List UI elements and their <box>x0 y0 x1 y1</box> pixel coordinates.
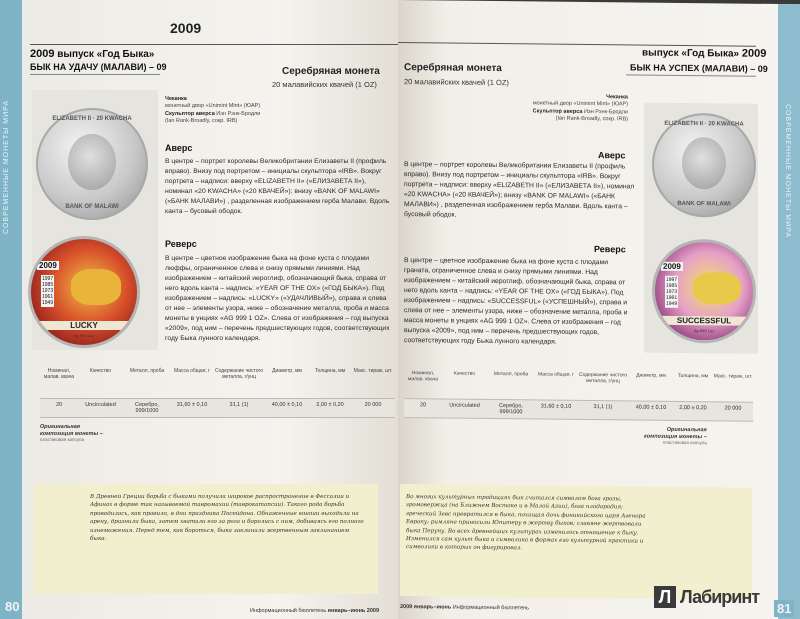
left-coin-obverse <box>36 108 148 220</box>
left-spec-header-cell: Масса общая, г <box>173 368 211 374</box>
left-page-number: 80 <box>2 598 22 615</box>
left-logo-line2: композиция монеты – <box>40 430 103 437</box>
right-footer-bold: 2009 январь–июнь <box>400 604 452 611</box>
right-footer-text: Информационный бюллетень <box>452 604 530 612</box>
left-side-tab <box>0 0 22 619</box>
right-spec-header-cell: Качество <box>453 370 476 377</box>
left-year-big: 2009 <box>170 20 202 36</box>
left-coin-reverse-word: LUCKY <box>31 321 137 330</box>
left-coin-obverse-bottom-text: BANK OF MALAWI <box>65 204 119 210</box>
right-coin-reverse-word: SUCCESSFUL <box>655 316 753 326</box>
left-spec-header-cell: Макс. тираж, шт. <box>353 368 393 374</box>
left-spec-cell: 40,00 ± 0,10 <box>271 402 303 408</box>
queen-portrait-icon <box>68 134 116 190</box>
left-coin-reverse-spec: Ag 999 1oz <box>73 333 95 338</box>
right-header-year: 2009 <box>741 47 767 60</box>
right-spec-cell: Uncirculated <box>449 402 480 409</box>
left-spec-cell: Серебро, 999/1000 <box>135 402 159 414</box>
right-logo-line2: композиция монеты – <box>644 433 707 440</box>
right-side-tab-text: СОВРЕМЕННЫЕ МОНЕТЫ МИРА <box>784 104 791 239</box>
right-coin-reverse <box>652 239 756 344</box>
left-coin-type: Серебряная монета <box>282 66 380 77</box>
right-spec-cell: 40,00 ± 0,10 <box>635 404 667 411</box>
right-page <box>398 0 800 619</box>
left-header-rule <box>30 74 160 75</box>
left-coin-reverse-year: 2009 <box>39 261 57 270</box>
right-spec-header-cell: Номинал, малав. квача <box>407 370 439 383</box>
right-coin-obverse-top-text: ELIZABETH II · 20 KWACHA <box>664 120 744 128</box>
left-spec-header-cell: Толщина, мм <box>314 368 346 374</box>
right-spec-header-cell: Металл, проба <box>493 371 529 378</box>
left-footer <box>250 608 379 614</box>
left-coin-denom: 20 малавийских квачей (1 OZ) <box>272 80 377 89</box>
right-footer <box>400 604 529 611</box>
left-capsule-logo <box>40 424 103 443</box>
left-footer-bold: январь–июнь 2009 <box>327 608 380 614</box>
left-sculptor-label: Скульптор аверса <box>165 110 215 117</box>
left-spec-cell: 20 000 <box>364 402 382 408</box>
left-coin-reverse <box>28 236 140 348</box>
left-spec-cell: Uncirculated <box>85 402 116 408</box>
right-side-tab <box>778 4 800 619</box>
right-header-sub: БЫК НА УСПЕХ (МАЛАВИ) – 09 <box>630 62 768 74</box>
labirint-logo-icon: Л <box>654 586 676 608</box>
right-header-rule <box>626 74 756 76</box>
right-spec-cell: 31,60 ± 0,10 <box>540 403 572 410</box>
right-reverse-text: В центре – цветное изображение быка на фоне куста с плодами граната, ограниченное слева и снизу прямыми линиями. Над изображением – китайский иероглиф, обозначающий быка, справа от него вдоль канта – надпись: «YEAR OF THE OX» («ГОД БЫКА»). Под изображением – надпись: «SUCCESSFUL» («УСПЕШНЫЙ»), справа и слева от нее – элементы узора, ниже – обозначение металла, проба и масса монеты в унциях «AG 999 1 OZ». Слева от изображения – год выпуска «2009», под ним – перечень предшествующих годов, соответствующих году Быка лунного календаря. <box>404 257 628 347</box>
left-note-text: В Древней Греции борьба с быками получила широкое распространение в Фессалии и Афинах в форме так называемой тавромахии (таврокатапсии). Такого рода борьба проводилась, как правило, в дни праздника Посейдона. Обнаженные юноши выходили на арену, дразнили быка, затем хватали его за рога и боролись с ним, добиваясь его полного изнеможения. Перед тем, как бороться, быка заклинали жертвенным заклинанием быка. <box>90 494 364 542</box>
left-top-rule <box>30 44 402 45</box>
right-obverse-heading: Аверс <box>598 150 626 161</box>
right-sculptor-label: Скульптор аверса <box>532 108 583 115</box>
left-coin-obverse-top-text: ELIZABETH II · 20 KWACHA <box>52 116 132 122</box>
right-coin-type: Серебряная монета <box>404 62 502 75</box>
right-coin-denom: 20 малавийских квачей (1 OZ) <box>404 77 509 88</box>
left-header-sub: БЫК НА УДАЧУ (МАЛАВИ) – 09 <box>30 62 167 72</box>
left-mint-label: Чеканка <box>165 96 187 102</box>
right-spec-row <box>404 398 753 422</box>
right-coin-obverse <box>652 113 756 218</box>
right-coin-reverse-years: 1997 1985 1973 1961 1949 <box>666 276 678 307</box>
left-reverse-heading: Реверс <box>165 239 197 249</box>
right-spec-table <box>404 370 754 424</box>
left-header-issue: выпуск «Год Быка» <box>57 49 155 60</box>
right-mint-block <box>508 93 628 124</box>
left-spec-cell: 2,00 ± 0,20 <box>316 402 344 408</box>
right-spec-cell: 2,00 ± 0,20 <box>679 404 707 412</box>
right-page-number: 81 <box>774 600 794 617</box>
right-logo-line1: Оригинальная <box>666 426 707 434</box>
right-obverse-text: В центре – портрет королевы Великобритании Елизаветы II (профиль вправо). Внизу под портретом – инициалы скульптора «IRB». Вокруг портрета – надписи: вверху «ELIZABETH II» («ЕЛИЗАВЕТА II»), номинал «20 KWACHA» («20 КВАЧЕЙ»); внизу «BANK OF MALAWI» («БАНК МАЛАВИ») , разделенная изображением герба Малави. Вдоль канта – бусовый ободок. <box>404 161 635 219</box>
left-spec-header-cell: Металл, проба <box>129 368 165 374</box>
ox-icon <box>693 272 741 305</box>
right-logo-sub: пластиковая капсула <box>662 439 707 446</box>
left-mint-value: монетный двор «Unimint Mint» (ЮАР) <box>165 103 261 110</box>
right-spec-cell: 31,1 (1) <box>593 404 613 411</box>
left-spec-header-cell: Содержание чистого металла, г/унц <box>214 368 264 380</box>
left-obverse-text: В центре – портрет королевы Великобритании Елизаветы II (профиль вправо). Внизу под портретом – инициалы скульптора «IRB». Вокруг портрета – надписи: вверху «ELIZABETH II» («ЕЛИЗАВЕТА II»), номинал «20 KWACHA» («20 КВАЧЕЙ»); внизу «BANK OF MALAWI» («БАНК МАЛАВИ») , разделенная изображением герба Малави. Вдоль канта – бусовый ободок. <box>165 158 390 216</box>
right-top-rule <box>398 42 756 47</box>
left-mint-block <box>165 96 345 126</box>
left-spec-header <box>40 368 395 380</box>
right-coin-reverse-year: 2009 <box>663 261 681 271</box>
left-spec-header-cell: Качество <box>89 368 112 374</box>
left-spec-row <box>40 398 395 418</box>
left-footer-text: Информационный бюллетень <box>250 608 327 614</box>
right-coin-obverse-bottom-text: BANK OF MALAWI <box>677 200 731 208</box>
left-reverse-text: В центре – цветное изображение быка на фоне куста с плодами люффы, ограниченное слева и снизу прямыми линиями. Над изображением – китайский иероглиф, обозначающий быка, справа от него вдоль канта – надпись: «YEAR OF THE OX» («ГОД БЫКА»). Под изображением – надпись: «LUCKY» («УДАЧЛИВЫЙ»), справа и слева от нее – элементы узора, ниже – обозначение металла, проба и масса монеты в унциях «AG 999 1 OZ». Слева от изображения – год выпуска «2009», под ним – перечень предшествующих годов, соответствующих году Быка лунного календаря. <box>165 255 390 343</box>
right-reverse-heading: Реверс <box>594 244 626 255</box>
left-spec-table <box>40 368 395 418</box>
right-spec-header-cell: Масса общая, г <box>537 371 575 378</box>
left-obverse-heading: Аверс <box>165 143 193 153</box>
left-sculptor-note: (Ian Rank-Broadly, сокр. IRB) <box>165 118 238 125</box>
right-sculptor-note: (Ian Rank-Broadly, сокр. IRB) <box>555 115 628 123</box>
right-mint-label: Чеканка <box>606 94 628 101</box>
left-spec-header-cell: Номинал, малав. квача <box>43 368 75 380</box>
left-logo-sub: пластиковая капсула <box>40 437 84 443</box>
left-spec-cell: 31,1 (1) <box>229 402 249 408</box>
right-spec-cell: 20 <box>419 402 427 409</box>
labirint-watermark: Лабиринт <box>680 587 760 607</box>
left-spec-cell: 20 <box>55 402 63 408</box>
right-header-title <box>642 47 766 60</box>
right-note-text: Во многих культурных традициях бык считался символом бога грозы, громовержца (на Ближнем Востоке и в Малой Азии), бога плодородия; греческий Зевс превратился в быка, похищая дочь финикийского царя Агенора Европу; римляне приносили Юпитеру в жертву быков; славяне жертвовали быка Перуну. Во всех древнейших культурах изменилось отношение к быку. Изменился сам культ быка и символика в формах его культурной практики и символики в которых он фигурировал. <box>406 494 646 552</box>
right-coin-reverse-spec: Ag 999 1oz <box>693 328 715 334</box>
left-header-year: 2009 <box>30 48 55 60</box>
right-spec-header-cell: Толщина, мм <box>677 372 709 380</box>
right-capsule-logo <box>644 427 707 446</box>
queen-portrait-icon <box>682 137 726 189</box>
right-spec-header-cell: Содержание чистого металла, г/унц <box>578 371 628 385</box>
right-spec-cell: Серебро, 999/1000 <box>499 403 523 416</box>
right-sculptor-value: Иэн Рэнк-Бродли <box>583 108 628 116</box>
ox-icon <box>71 269 121 305</box>
left-header-title <box>30 48 154 60</box>
left-coin-reverse-years: 1997 1985 1973 1961 1949 <box>42 276 54 306</box>
right-spec-header-cell: Диаметр, мм <box>636 372 666 379</box>
right-spec-header <box>404 370 753 386</box>
right-mint-value: монетный двор «Unimint Mint» (ЮАР) <box>532 100 628 108</box>
left-logo-line1: Оригинальная <box>40 424 81 430</box>
left-side-tab-text: СОВРЕМЕННЫЕ МОНЕТЫ МИРА <box>3 100 10 234</box>
right-spec-header-cell: Макс. тираж, шт. <box>713 373 753 380</box>
left-spec-cell: 31,60 ± 0,10 <box>176 402 208 408</box>
left-sculptor-value: Иэн Рэнк-Бродли <box>216 110 261 117</box>
left-spec-header-cell: Диаметр, мм <box>272 368 302 374</box>
right-spec-cell: 20 000 <box>724 405 742 412</box>
right-header-issue: выпуск «Год Быка» <box>642 47 740 60</box>
